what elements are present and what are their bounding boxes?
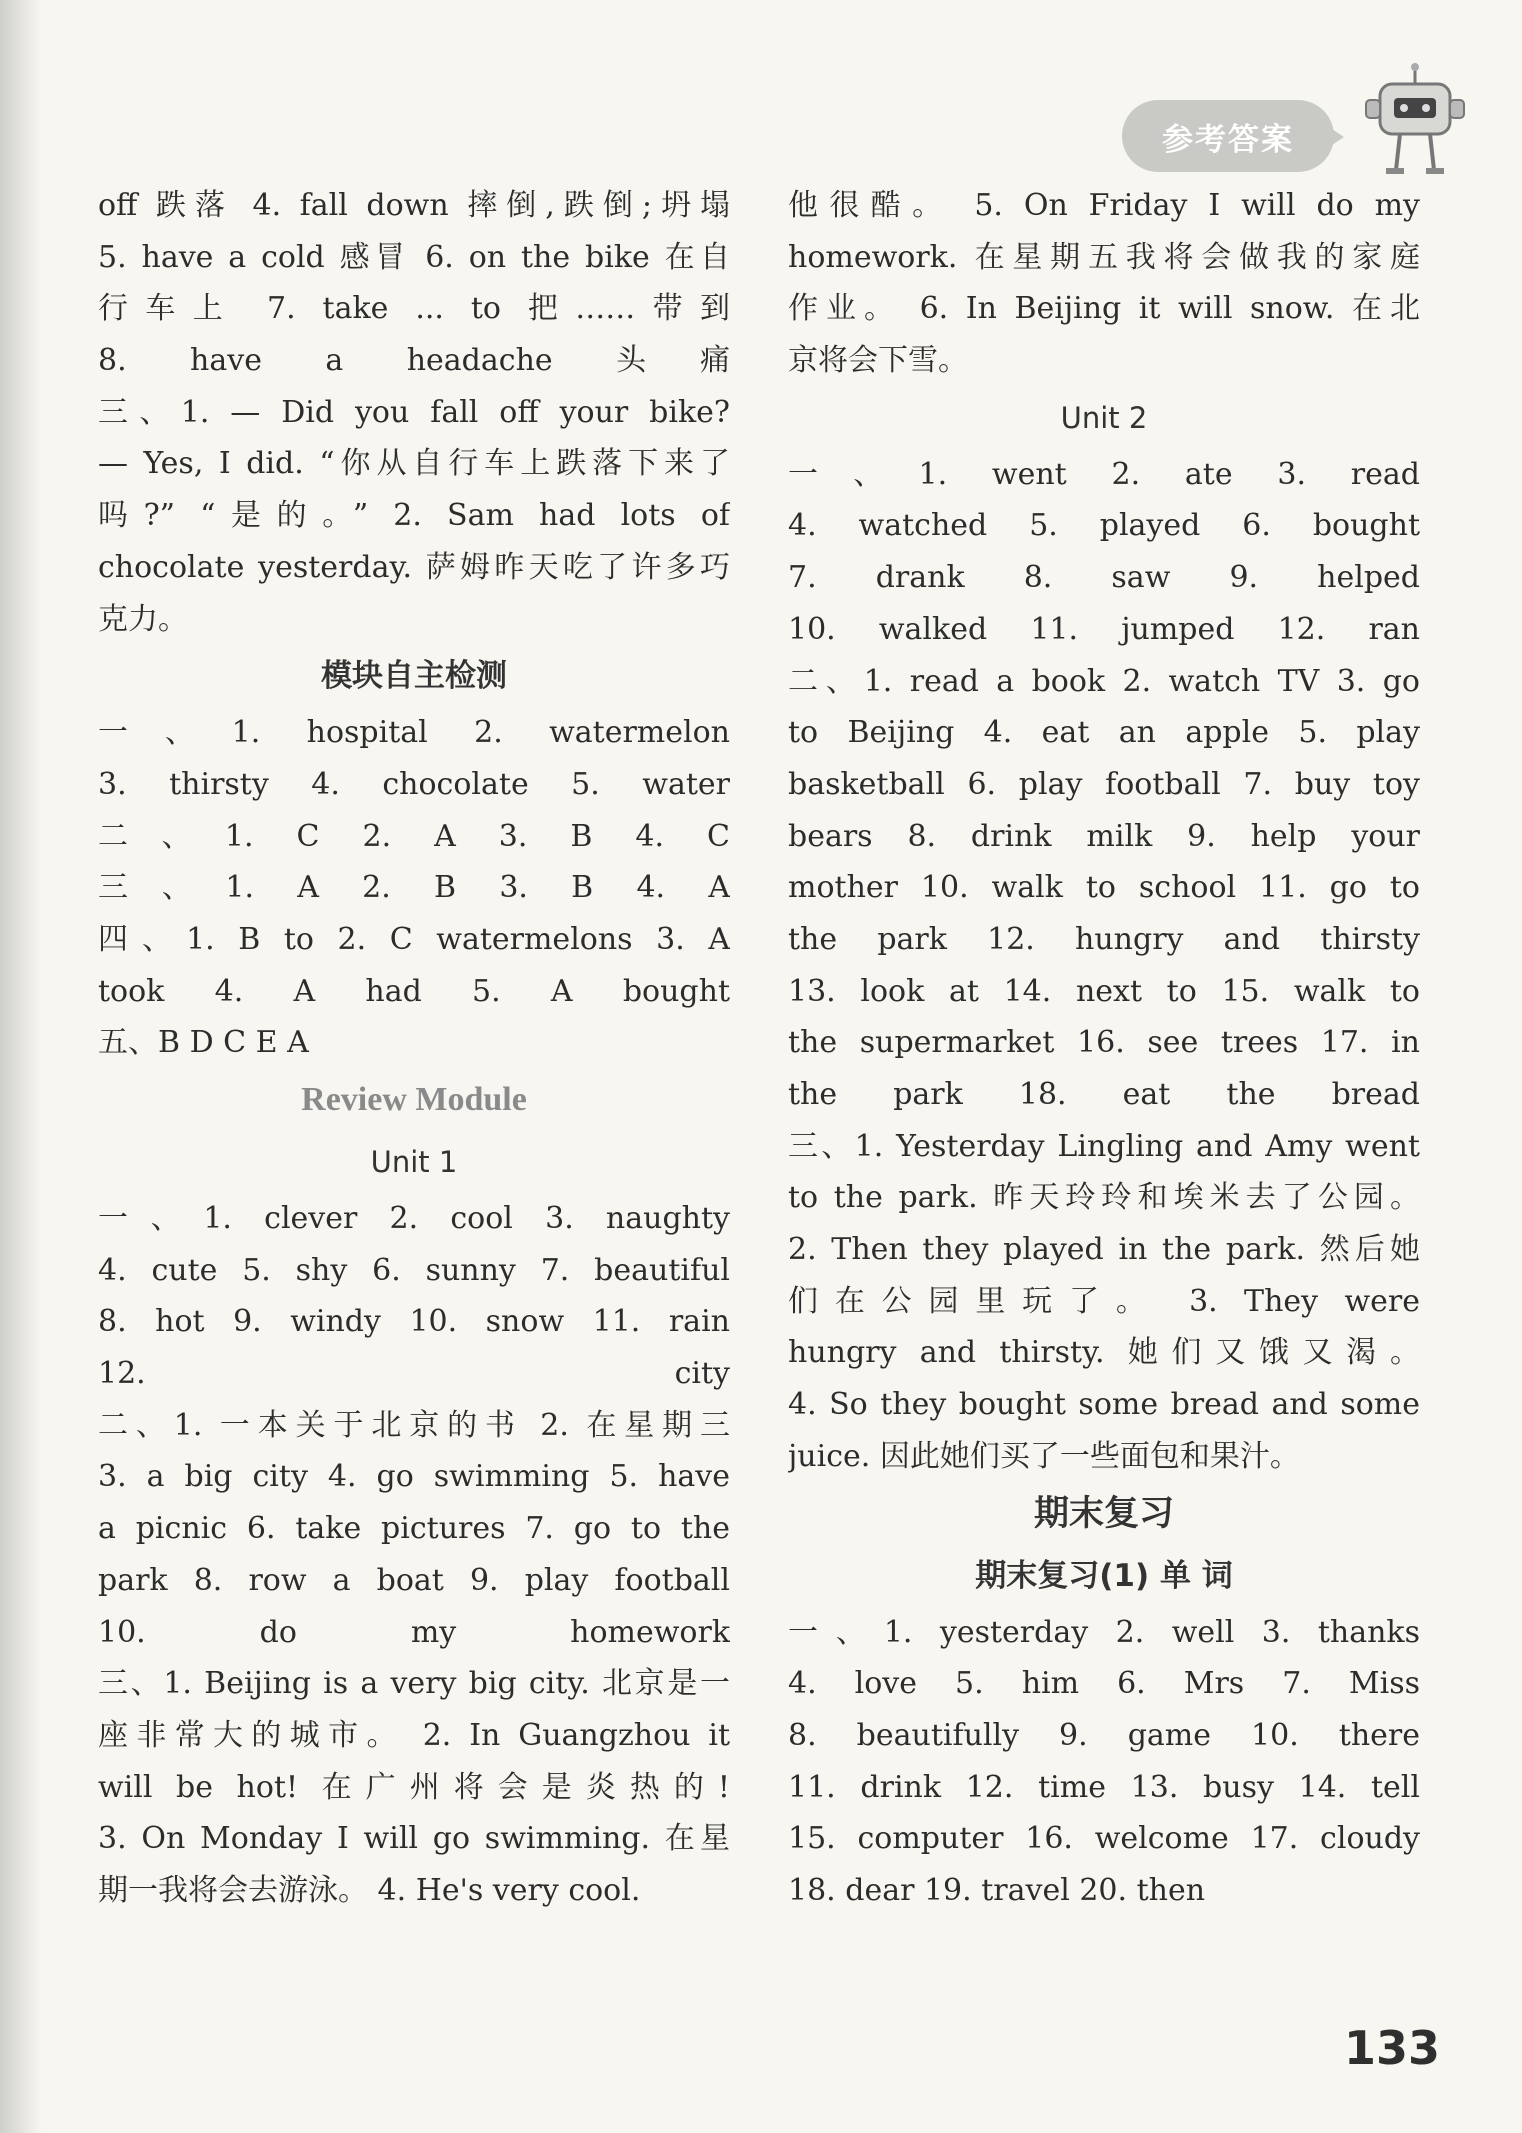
answer-line: 3. On Monday I will go swimming. 在星: [98, 1821, 730, 1857]
answer-line: 11. drink 12. time 13. busy 14. tell: [788, 1769, 1420, 1805]
section-heading: 期末复习(1) 单 词: [975, 1557, 1233, 1594]
answer-line: 一、1. clever 2. cool 3. naughty: [98, 1201, 730, 1236]
left-column: [98, 180, 730, 1917]
answer-line: 三、1. — Did you fall off your bike?: [98, 394, 730, 430]
answer-line: 一、1. yesterday 2. well 3. thanks: [788, 1614, 1420, 1650]
answer-line: 三、1. Beijing is a very big city. 北京是一: [98, 1666, 730, 1702]
section-heading: Unit 2: [1060, 400, 1148, 435]
section-heading: Unit 1: [370, 1145, 458, 1179]
answer-line: 作业。 6. In Beijing it will snow. 在北: [788, 291, 1420, 327]
book-spine-shadow: [0, 0, 42, 2133]
answer-line: 15. computer 16. welcome 17. cloudy: [788, 1821, 1420, 1857]
answer-line: 10. walked 11. jumped 12. ran: [788, 611, 1420, 647]
answer-line: 8. have a headache 头痛: [98, 343, 730, 379]
answer-line: 12. city: [98, 1356, 730, 1392]
answer-line: 2. Then they played in the park. 然后她: [788, 1232, 1420, 1268]
answer-line: hungry and thirsty. 她们又饿又渴。: [788, 1335, 1420, 1371]
answer-line: 五、B D C E A: [98, 1025, 309, 1061]
answer-line: 18. dear 19. travel 20. then: [788, 1872, 1206, 1908]
answer-line: 三、1. Yesterday Lingling and Amy went: [788, 1128, 1420, 1164]
answer-line: the park 12. hungry and thirsty: [788, 921, 1420, 957]
answer-line: 克力。: [98, 601, 188, 637]
answer-line: mother 10. walk to school 11. go to: [788, 870, 1420, 906]
badge-arrow: [1326, 125, 1344, 149]
answer-line: 4. cute 5. shy 6. sunny 7. beautiful: [98, 1252, 730, 1288]
answer-line: 3. thirsty 4. chocolate 5. water: [98, 766, 730, 802]
section-heading: Review Module: [301, 1081, 527, 1118]
answer-line: 座非常大的城市。 2. In Guangzhou it: [98, 1717, 730, 1753]
answer-line: 10. do my homework: [98, 1614, 730, 1650]
answer-line: 8. beautifully 9. game 10. there: [788, 1717, 1420, 1753]
answer-line: 一、1. hospital 2. watermelon: [98, 715, 730, 751]
answer-line: 一、1. went 2. ate 3. read: [788, 456, 1420, 492]
answer-line: 京将会下雪。: [788, 343, 968, 379]
answer-line: 二、1. C 2. A 3. B 4. C: [98, 818, 730, 854]
answer-line: park 8. row a boat 9. play football: [98, 1562, 730, 1598]
answer-line: 期一我将会去游泳。 4. He's very cool.: [98, 1872, 641, 1908]
answer-line: the supermarket 16. see trees 17. in: [788, 1025, 1420, 1061]
answer-line: the park 18. eat the bread: [788, 1077, 1420, 1112]
answer-line: 四、1. B to 2. C watermelons 3. A: [98, 921, 730, 957]
section-heading: 期末复习: [1033, 1493, 1174, 1534]
answer-line: 他很酷。 5. On Friday I will do my: [788, 188, 1420, 223]
badge-label: 参考答案: [1162, 121, 1294, 158]
answer-line: a picnic 6. take pictures 7. go to the: [98, 1511, 730, 1547]
answer-line: 三、1. A 2. B 3. B 4. A: [98, 870, 730, 906]
answer-line: homework. 在星期五我将会做我的家庭: [788, 239, 1420, 275]
answer-line: 行车上 7. take ... to 把……带到: [98, 291, 730, 327]
answer-line: chocolate yesterday. 萨姆昨天吃了许多巧: [98, 549, 730, 585]
answer-line: juice. 因此她们买了一些面包和果汁。: [788, 1438, 1300, 1474]
answer-line: 4. love 5. him 6. Mrs 7. Miss: [788, 1666, 1420, 1702]
answer-key-badge: [1122, 100, 1334, 172]
answer-line: to the park. 昨天玲玲和埃米去了公园。: [788, 1180, 1420, 1216]
section-heading: 模块自主检测: [321, 658, 507, 695]
answer-line: 5. have a cold 感冒 6. on the bike 在自: [98, 239, 730, 275]
answer-line: 吗?” “是的。” 2. Sam had lots of: [98, 498, 730, 534]
answer-line: will be hot! 在广州将会是炎热的!: [98, 1769, 730, 1805]
page-number: 133: [1343, 2021, 1440, 2075]
answer-line: bears 8. drink milk 9. help your: [788, 818, 1420, 854]
answer-line: 二、1. read a book 2. watch TV 3. go: [788, 663, 1420, 699]
answer-line: 13. look at 14. next to 15. walk to: [788, 973, 1420, 1009]
answer-line: 7. drank 8. saw 9. helped: [788, 560, 1420, 596]
answer-line: off 跌落 4. fall down 摔倒,跌倒;坍塌: [98, 188, 730, 223]
robot-icon: [1360, 62, 1470, 182]
answer-line: 4. So they bought some bread and some: [788, 1387, 1420, 1423]
answer-line: 二、1. 一本关于北京的书 2. 在星期三: [98, 1407, 730, 1443]
answer-line: 们在公园里玩了。 3. They were: [788, 1283, 1420, 1319]
right-column: [788, 180, 1420, 1917]
answer-line: 3. a big city 4. go swimming 5. have: [98, 1459, 730, 1495]
answer-line: 8. hot 9. windy 10. snow 11. rain: [98, 1304, 730, 1340]
answer-line: — Yes, I did. “你从自行车上跌落下来了: [98, 446, 730, 482]
answer-line: 4. watched 5. played 6. bought: [788, 508, 1420, 544]
answer-line: to Beijing 4. eat an apple 5. play: [788, 715, 1420, 751]
answer-line: took 4. A had 5. A bought: [98, 973, 730, 1009]
answer-line: basketball 6. play football 7. buy toy: [788, 766, 1420, 802]
